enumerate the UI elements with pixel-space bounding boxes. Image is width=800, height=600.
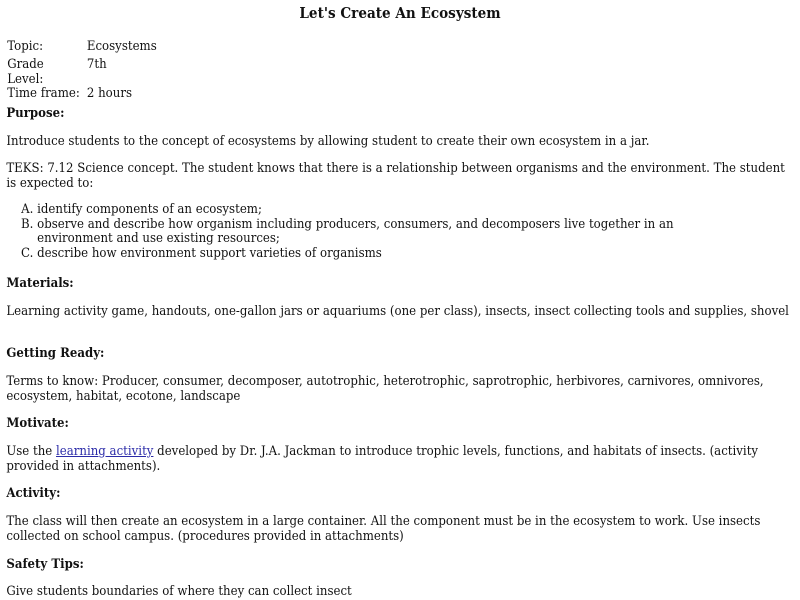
objectives-list — [6, 203, 752, 261]
info-table — [5, 40, 160, 105]
learning-activity-link[interactable]: learning activity — [56, 444, 154, 459]
activity-text: The class will then create an ecosystem in a large container. All the component must be in the ecosystem to work. Use insects collected on school campus. (procedures provided in attachments) — [6, 514, 761, 544]
objective-item: C. describe how environment support varieties of organisms — [37, 247, 752, 262]
objective-item: A. identify components of an ecosystem; — [37, 203, 752, 218]
materials-text: Learning activity game, handouts, one-gallon jars or aquariums (one per class), insects, insect collecting tools and supplies, shovel — [6, 304, 789, 319]
purpose-heading: Purpose: — [6, 106, 65, 121]
info-row-time: Time frame: 2 hours — [7, 86, 133, 101]
info-row-topic: Topic: Ecosystems — [7, 39, 157, 54]
purpose-teks: TEKS: 7.12 Science concept. The student knows that there is a relationship between organisms and the environment. The student is expected to: — [6, 161, 785, 191]
activity-heading: Activity: — [6, 486, 61, 501]
getting-ready-heading: Getting Ready: — [6, 346, 105, 361]
motivate-text: Use the learning activity developed by Dr. J.A. Jackman to introduce trophic levels, functions, and habitats of insects. (activity provided in attachments). — [6, 444, 759, 474]
purpose-intro: Introduce students to the concept of ecosystems by allowing student to create their own ecosystem in a jar. — [6, 134, 650, 149]
info-row-grade: Grade Level: 7th — [7, 57, 107, 87]
getting-ready-text: Terms to know: Producer, consumer, decomposer, autotrophic, heterotrophic, saprotrophic, herbivores, carnivores, omnivores, ecosystem, habitat, ecotone, landscape — [6, 374, 764, 404]
page-title: Let's Create An Ecosystem — [299, 4, 501, 22]
safety-text: Give students boundaries of where they can collect insect — [6, 584, 352, 599]
motivate-heading: Motivate: — [6, 416, 69, 431]
objective-item: B. observe and describe how organism including producers, consumers, and decomposers live together in an environment and use existing resources; — [37, 218, 752, 247]
safety-heading: Safety Tips: — [6, 557, 84, 572]
materials-heading: Materials: — [6, 276, 74, 291]
